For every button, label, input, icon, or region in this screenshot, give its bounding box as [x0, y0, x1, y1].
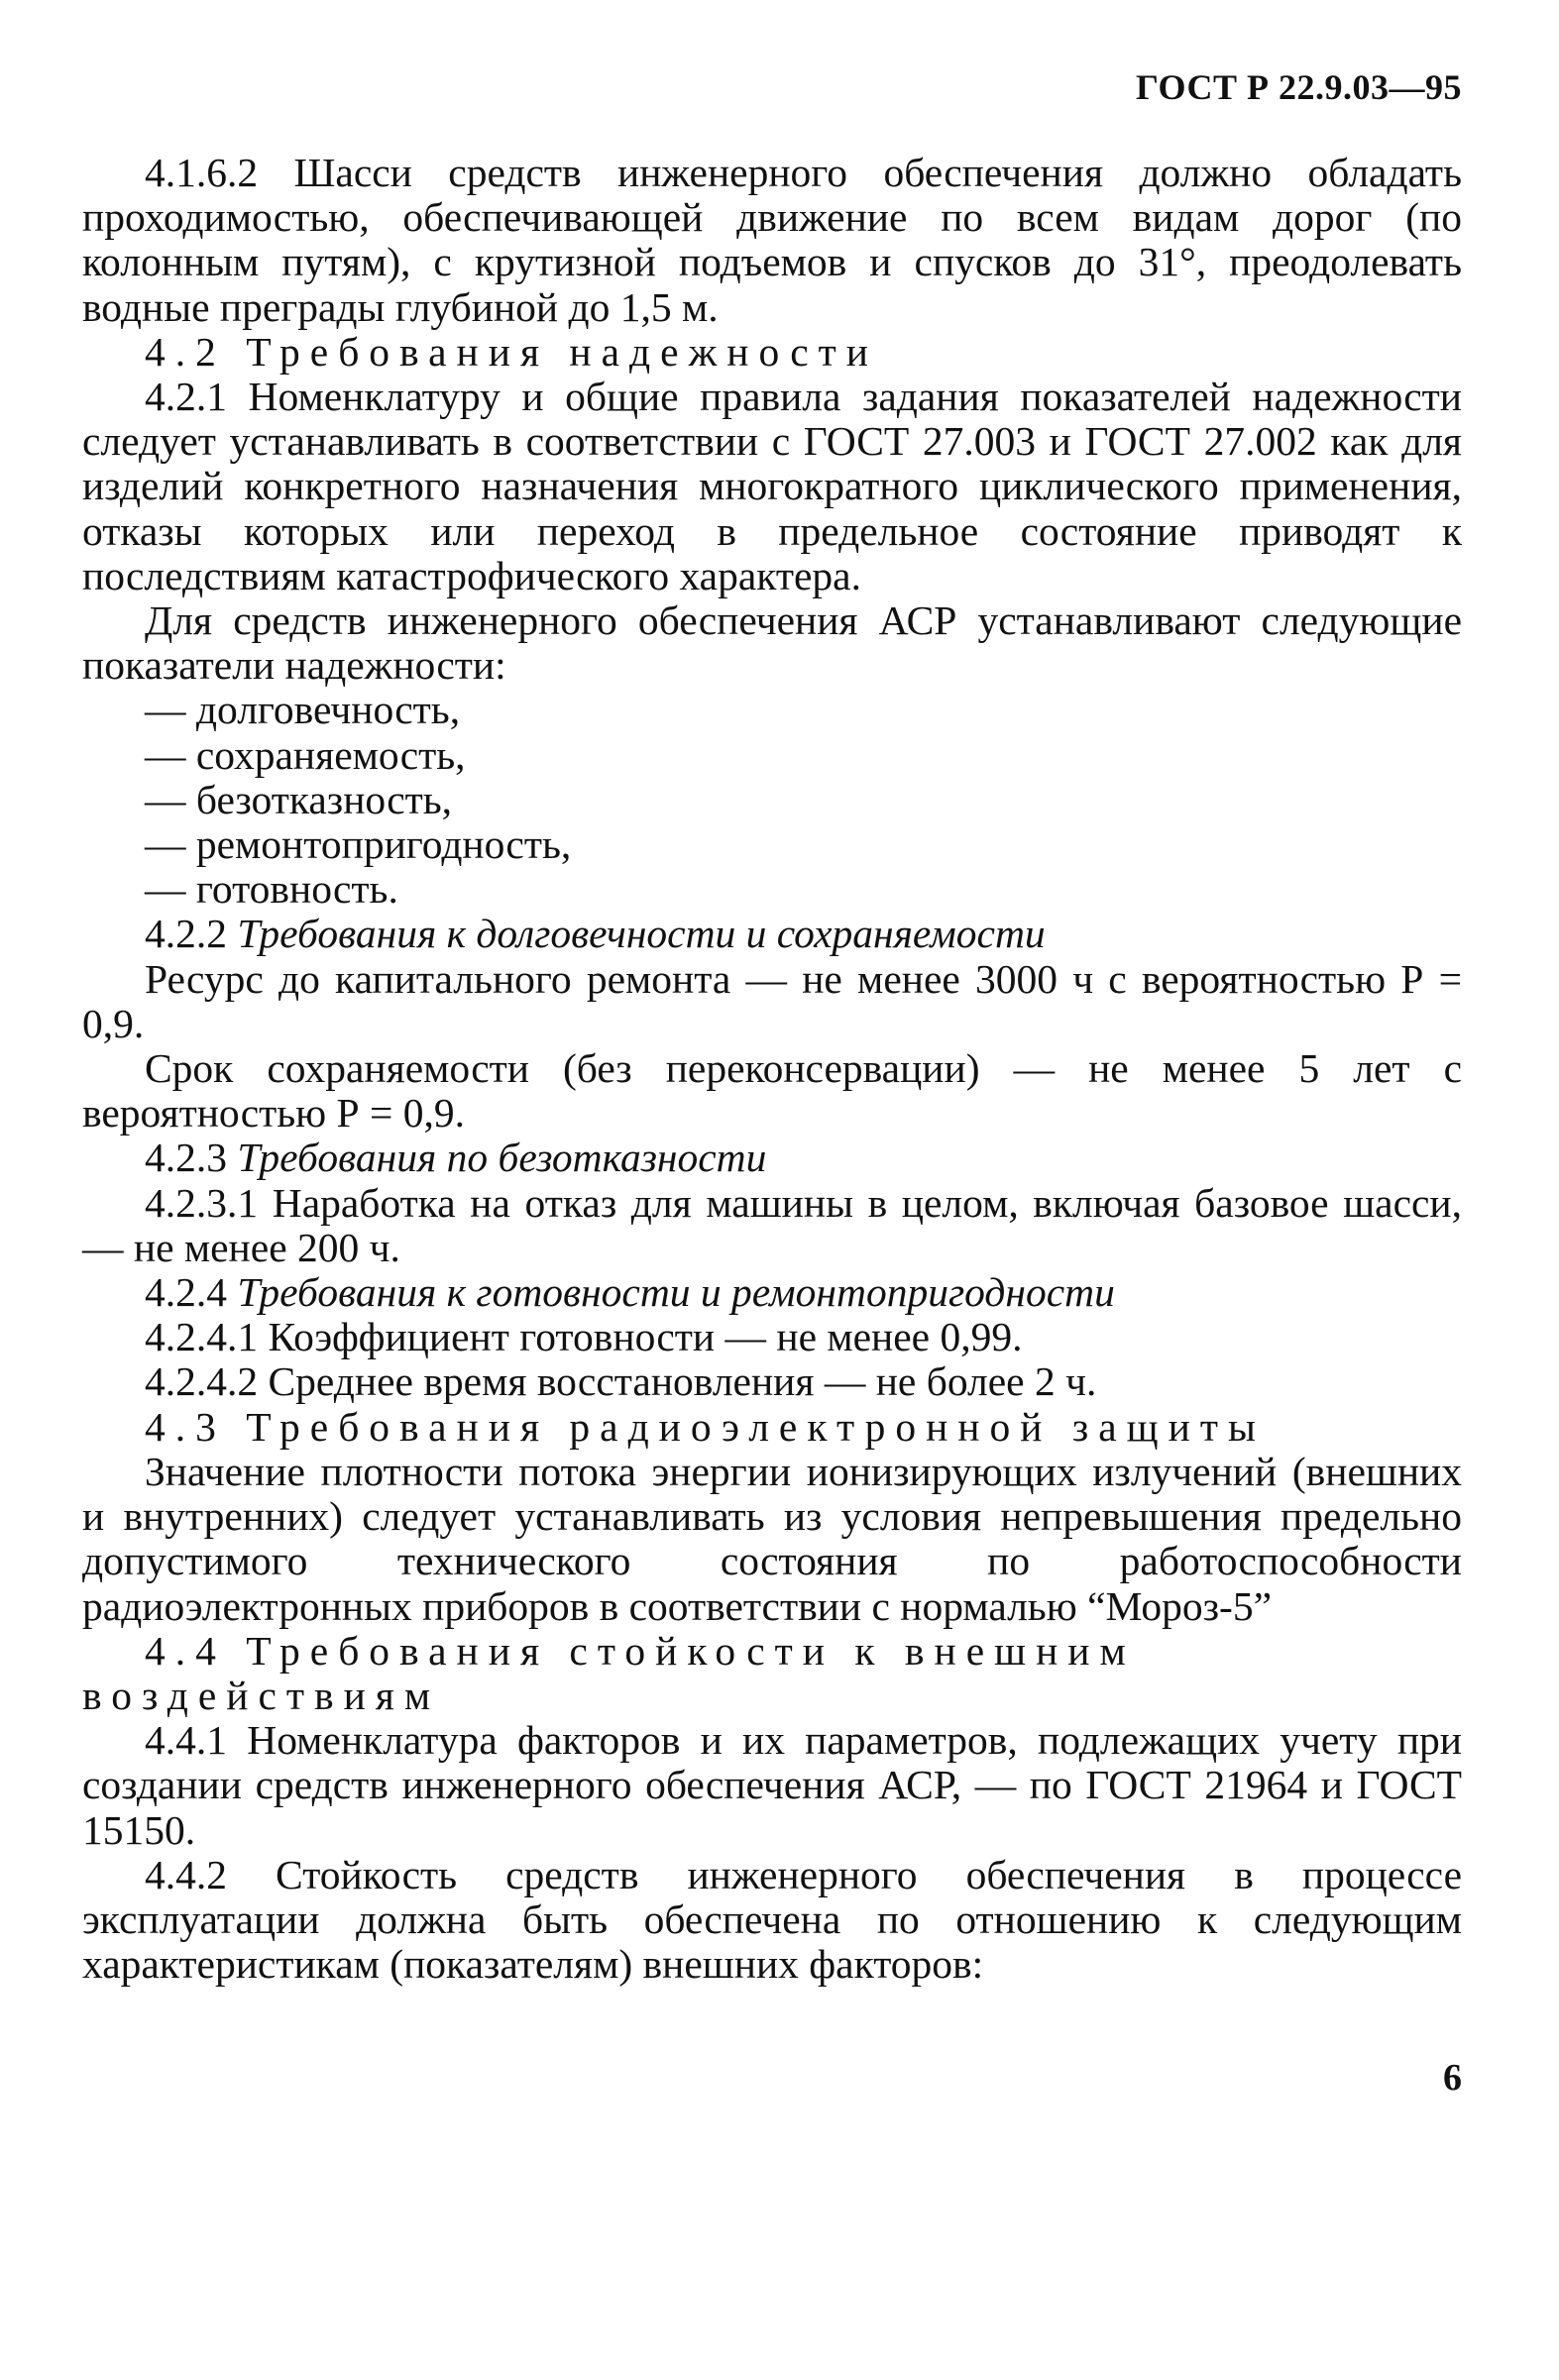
subsection-4-2-3 — [82, 1136, 1462, 1180]
paragraph-indicators-intro: Для средств инженерного обеспечения АСР устанавливают следующие показатели надежности: — [82, 597, 1462, 689]
paragraph-radiation: Значение плотности потока энергии ионизирующих излучений (внешних и внутренних) следует устанавливать из условия непревышения предельно допустимого технического состояния по работоспособности радиоэлектронных приборов в соответствии с нормалью “Мороз-5” — [82, 1448, 1462, 1629]
paragraph-resource: Ресурс до капитального ремонта — не менее 3000 ч с вероятностью Р = 0,9. — [82, 955, 1462, 1046]
subsection-title: Требования к готовности и ремонтопригодности — [237, 1269, 1115, 1316]
list-item-maintainability: — ремонтопригодность, — [145, 821, 572, 868]
list-item-readiness: — готовность. — [145, 866, 398, 913]
document-body — [82, 151, 1462, 1987]
paragraph-4-4-1: 4.4.1 Номенклатура факторов и их параметров, подлежащих учету при создании средств инженерного обеспечения АСР, — по ГОСТ 21964 и ГОСТ 15150. — [82, 1717, 1462, 1853]
subsection-4-2-2 — [82, 912, 1462, 956]
paragraph-storage-term: Срок сохраняемости (без переконсервации) — не менее 5 лет с вероятностью Р = 0,9. — [82, 1045, 1462, 1136]
subsection-title: Требования к долговечности и сохраняемости — [237, 911, 1046, 957]
subsection-number: 4.2.3 — [145, 1135, 227, 1181]
section-heading-4-2: 4.2 Требования надежности — [145, 328, 878, 375]
subsection-number: 4.2.2 — [145, 911, 227, 957]
paragraph-4-2-4-2: 4.2.4.2 Среднее время восстановления — не более 2 ч. — [145, 1358, 1097, 1405]
list-item-reliability: — безотказность, — [145, 776, 453, 822]
document-page — [82, 54, 1462, 2333]
paragraph-4-2-1: 4.2.1 Номенклатуру и общие правила задания показателей надежности следует устанавливать в соответствии с ГОСТ 27.003 и ГОСТ 27.002 как для изделий конкретного назначения многократного циклического применения, отказы которых или переход в предельное состояние приводят к последствиям катастрофического характера. — [82, 374, 1462, 598]
document-code-header: ГОСТ Р 22.9.03—95 — [1136, 67, 1462, 107]
list-item-storability: — сохраняемость, — [145, 731, 466, 778]
section-heading-4-3: 4.3 Требования радиоэлектронной защиты — [145, 1403, 1266, 1450]
subsection-title: Требования по безотказности — [237, 1135, 767, 1181]
paragraph-4-4-2: 4.4.2 Стойкость средств инженерного обеспечения в процессе эксплуатации должна быть обеспечена по отношению к следующим характеристикам (показателям) внешних факторов: — [82, 1851, 1462, 1988]
subsection-4-2-4 — [82, 1270, 1462, 1315]
section-heading-4-4: 4.4 Требования стойкости к внешним воздействиям — [82, 1627, 1136, 1718]
subsection-number: 4.2.4 — [145, 1269, 227, 1316]
paragraph-4-2-4-1: 4.2.4.1 Коэффициент готовности — не менее 0,99. — [145, 1314, 1023, 1360]
page-number: 6 — [1443, 2057, 1462, 2099]
list-item-durability: — долговечность, — [145, 687, 461, 733]
paragraph-4-2-3-1: 4.2.3.1 Наработка на отказ для машины в целом, включая базовое шасси, — не менее 200 ч. — [82, 1179, 1462, 1270]
paragraph-4-1-6-2: 4.1.6.2 Шасси средств инженерного обеспечения должно обладать проходимостью, обеспечивающей движение по всем видам дорог (по колонным путям), с крутизной подъемов и спусков до 31°, преодолевать водные преграды глубиной до 1,5 м. — [82, 150, 1462, 330]
